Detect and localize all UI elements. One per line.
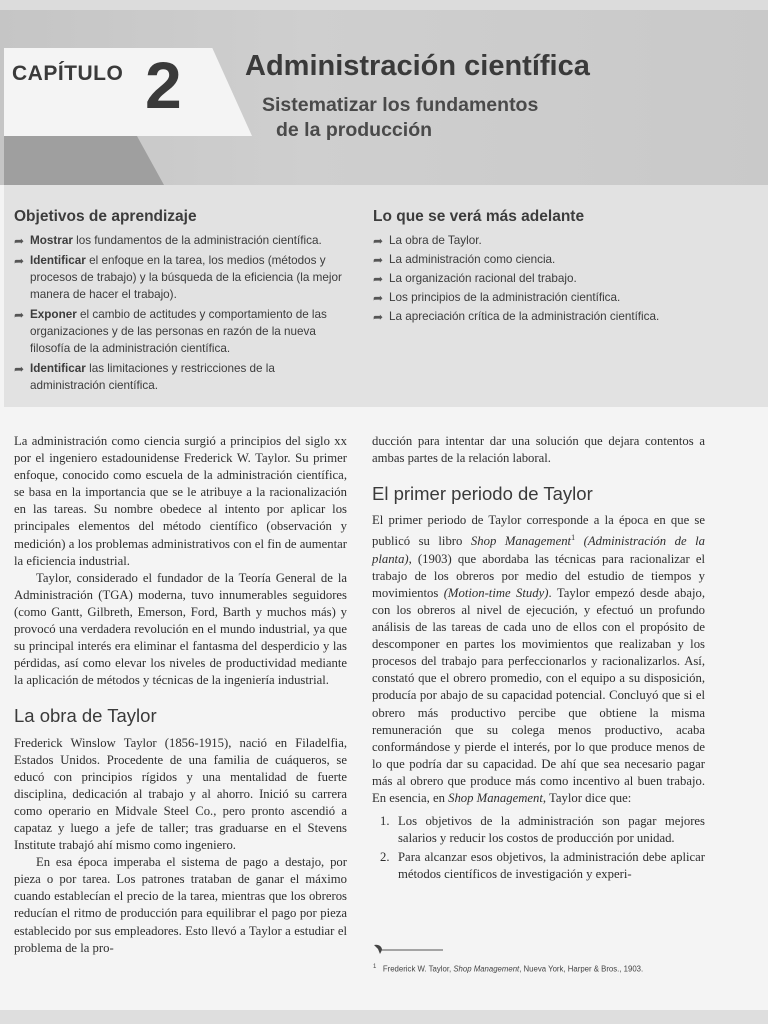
chapter-label: CAPÍTULO [12, 62, 124, 85]
list-item [373, 289, 713, 306]
list-item [373, 270, 713, 287]
objective-text: las limitaciones y restricciones de la administración científica. [30, 362, 275, 392]
footnote [373, 964, 643, 974]
list-item [14, 360, 348, 394]
arrow-bullet-icon: ➦ [14, 254, 25, 268]
list-item [373, 232, 713, 249]
left-column [14, 433, 347, 957]
book-title: Shop Management [448, 791, 543, 806]
list-item [372, 813, 705, 847]
topic-text: La administración como ciencia. [389, 253, 556, 266]
footnote-book: Shop Management [453, 964, 520, 974]
list-number: 1. [380, 814, 390, 829]
objective-verb: Mostrar [30, 234, 73, 247]
arrow-bullet-icon: ➦ [373, 310, 384, 324]
chapter-title: Administración científica [245, 50, 590, 82]
list-item [14, 232, 348, 249]
footnote-rule-icon [373, 943, 443, 955]
objectives-list [14, 232, 348, 397]
paragraph: Taylor, considerado el fundador de la Teoría General de la Administración (TGA) moderna, tuvo innumerables seguidores (como Gantt, Gilbreth, Emerson, Ford, Barth y muchos más) y provocó una verdadera revolución en el mundo industrial, ya que su principal interés era eliminar el fantasma del desperdicio y las pérdidas, así como elevar los niveles de productividad mediante la aplicación de métodos y técnicas de la ingeniería industrial. [14, 570, 347, 688]
list-item [372, 849, 705, 883]
list-item [14, 306, 348, 357]
list-text: Para alcanzar esos objetivos, la administración debe aplicar métodos científicos de investigación y experi- [398, 850, 705, 882]
arrow-bullet-icon: ➦ [373, 234, 384, 248]
list-text: Los objetivos de la administración son pagar mejores salarios y reducir los costos de producción por unidad. [398, 814, 705, 846]
chapter-subtitle-line1: Sistematizar los fundamentos [262, 94, 539, 116]
text-run: , (1903) que abordaba las técnicas para racionalizar el trabajo de los obreros por medio del estudio de tiempos y movimientos [372, 551, 705, 600]
objective-verb: Identificar [30, 362, 86, 375]
objective-text: los fundamentos de la administración científica. [72, 234, 322, 247]
scan-top-edge [0, 0, 768, 10]
paragraph: La administración como ciencia surgió a principios del siglo xx por el ingeniero estadounidense Frederick W. Taylor. Su primer enfoque, conocido como escuela de la administración científica, se basa en la importancia que se le atribuye a la racionalización en las tareas. Su nombre obedece al intento por aplicar los principales elementos del método científico (observación y medición) a los problemas administrativos con el fin de aumentar la eficiencia industrial. [14, 434, 347, 568]
footnote-author: Frederick W. Taylor, [382, 964, 454, 974]
text-run: El primer periodo de Taylor corresponde a la época en que se publicó su libro [372, 513, 705, 549]
topic-text: La organización racional del trabajo. [389, 272, 577, 285]
list-item [373, 308, 713, 325]
next-topics-list [373, 232, 713, 327]
footnote-rest: , Nueva York, Harper & Bros., 1903. [519, 964, 644, 974]
topic-text: Los principios de la administración científica. [389, 291, 621, 304]
objective-verb: Exponer [30, 308, 77, 321]
book-title-translation: (Administración de la planta) [372, 534, 706, 566]
book-title: Shop Management [470, 534, 572, 549]
text-run: . Taylor empezó desde abajo, con los obreros al nivel de ejecución, y efectuó un profundo análisis de las tareas de cada uno de ellos con el propósito de descomponer en partes los movimientos que realizaban y los procesos del trabajo para perfeccionarlos y racionalizarlos. Así, constató que el obrero promedio, con el equipo a su disposición, producía por abajo de su capacidad potencial. Concluyó que si el obrero más productivo percibe que obtiene la misma remuneración que su colega menos productivo, acaba conformándose y pierde el interés, por lo que produce menos de lo que podría dar su capacidad. De ahí que sea necesario pagar más al obrero que produce más como incentivo al buen trabajo. En esencia, en [372, 585, 706, 806]
arrow-bullet-icon: ➦ [14, 362, 25, 376]
chapter-subtitle-line2: de la producción [276, 119, 433, 141]
numbered-list [372, 813, 705, 883]
chapter-number: 2 [145, 48, 182, 122]
arrow-bullet-icon: ➦ [373, 253, 384, 267]
arrow-bullet-icon: ➦ [14, 234, 25, 248]
footnote-ref: 1 [571, 533, 576, 543]
right-column [372, 433, 705, 885]
topic-text: La obra de Taylor. [389, 234, 482, 247]
arrow-bullet-icon: ➦ [373, 272, 384, 286]
objective-verb: Identificar [30, 254, 86, 267]
arrow-bullet-icon: ➦ [14, 308, 25, 322]
list-item [14, 252, 348, 303]
list-item [373, 251, 713, 268]
objectives-heading: Objetivos de aprendizaje [14, 208, 197, 225]
chapter-subtitle [262, 93, 538, 143]
section-heading: La obra de Taylor [14, 705, 157, 727]
objective-text: el enfoque en la tarea, los medios (métodos y procesos de trabajo) y la búsqueda de la eficiencia (la mejor manera de hacer el trabajo). [30, 254, 342, 301]
term-italic: (Motion-time Study) [443, 585, 549, 600]
paragraph [372, 512, 705, 807]
text-run: , Taylor dice que: [542, 791, 632, 806]
paragraph: ducción para intentar dar una solución que dejara contentos a ambas partes de la relación laboral. [372, 434, 705, 466]
list-number: 2. [380, 850, 390, 865]
section-heading: El primer periodo de Taylor [372, 483, 593, 505]
footnote-mark: 1 [373, 964, 377, 970]
paragraph: Frederick Winslow Taylor (1856-1915), nació en Filadelfia, Estados Unidos. Procedente de una familia de cuáqueros, se educó con principios rígidos y una mentalidad de fuerte disciplina, dedicación al trabajo y al ahorro. Inició su carrera como operario en Midvale Steel Co., pero pronto ascendió a capataz y luego a jefe de taller; tras graduarse en el Stevens Institute trabajó ahí mismo como ingeniero. [14, 735, 347, 853]
objective-text: el cambio de actitudes y comportamiento de las organizaciones y de las personas en razón de la nueva filosofía de la administración científica. [30, 308, 327, 355]
scan-bottom-edge [0, 1010, 768, 1024]
next-heading: Lo que se verá más adelante [373, 208, 585, 225]
arrow-bullet-icon: ➦ [373, 291, 384, 305]
paragraph: En esa época imperaba el sistema de pago a destajo, por pieza o por tarea. Los patrones trataban de ganar el máximo cuando establecían el precio de la tarea, mientras que los obreros reducían el ritmo de producción para equilibrar el pago por pieza establecido por sus empleadores. Esto llevó a Taylor a estudiar el problema de la pro- [14, 855, 347, 955]
topic-text: La apreciación crítica de la administración científica. [389, 310, 660, 323]
